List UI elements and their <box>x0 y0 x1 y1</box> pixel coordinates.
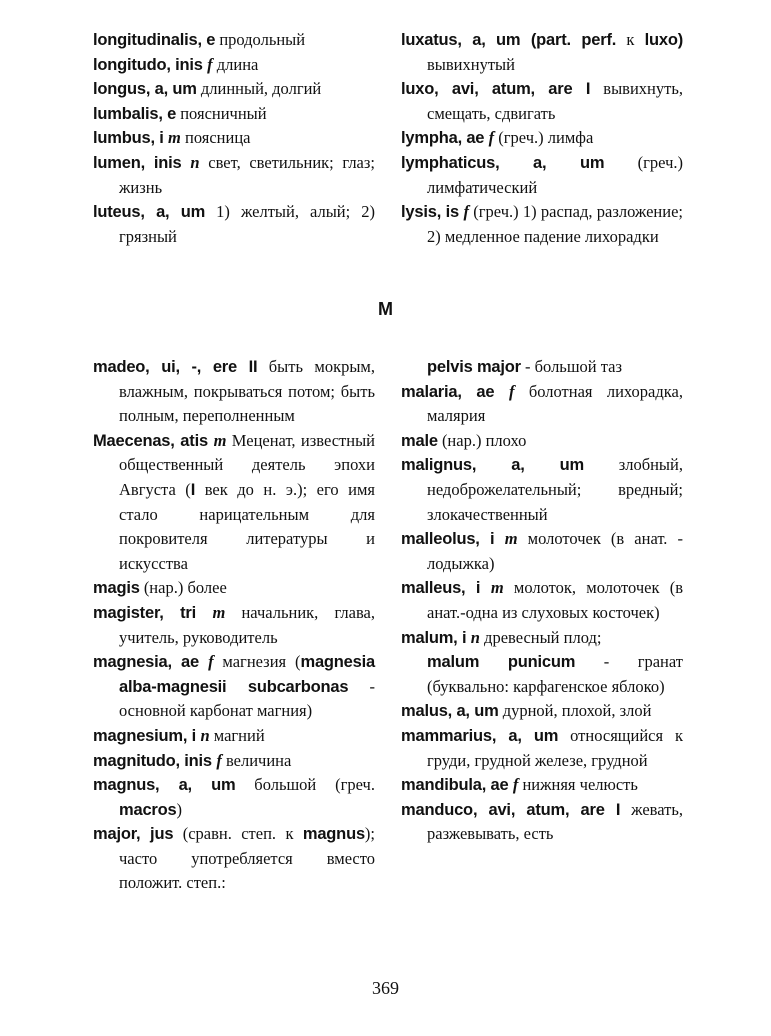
headword: magister, tri <box>93 603 213 622</box>
headword: longitudinalis, e <box>93 31 216 49</box>
dictionary-entry <box>93 102 375 127</box>
definition-text: (нар.) плохо <box>437 430 527 450</box>
definition-text: (греч.) лимфатический <box>427 152 683 197</box>
headword: longitudo, inis <box>93 55 208 74</box>
dictionary-entry <box>401 126 683 151</box>
headword: I <box>190 480 196 499</box>
dictionary-entry <box>401 200 683 249</box>
definition-text: болотная лихорадка, малярия <box>427 381 683 426</box>
gender-mark: n <box>190 152 200 172</box>
gender-mark: f <box>208 652 214 672</box>
dictionary-entry <box>401 28 683 77</box>
dictionary-entry <box>93 77 375 102</box>
headword: Maecenas, atis <box>93 431 214 450</box>
dictionary-entry <box>401 626 683 651</box>
headword: mandibula, ae <box>401 776 513 795</box>
dictionary-entry <box>401 380 683 429</box>
definition-text: (нар.) более <box>139 578 227 598</box>
headword: magis <box>93 579 140 598</box>
definition-text: быть мокрым, влажным, покрываться потом; быть полным, переполненным <box>119 357 375 426</box>
definition-text: величина <box>221 750 292 770</box>
definition-text: большой (греч. <box>235 775 375 795</box>
dictionary-entry <box>93 650 375 724</box>
headword: magnesia alba-magnesii subcarbonas <box>119 653 375 696</box>
column-bottom-right <box>401 355 683 847</box>
headword: madeo, ui, -, ere II <box>93 358 258 376</box>
dictionary-entry <box>401 699 683 724</box>
headword: luxatus, a, um (part. perf. <box>401 31 617 49</box>
headword: luxo) <box>644 31 683 49</box>
gender-mark: m <box>168 128 181 148</box>
dictionary-entry <box>93 200 375 249</box>
definition-text: (сравн. степ. к <box>173 824 303 844</box>
dictionary-entry <box>93 28 375 53</box>
gender-mark: m <box>504 529 518 549</box>
dictionary-entry <box>401 429 683 454</box>
gender-mark: f <box>512 775 519 795</box>
definition-text: к <box>616 30 645 49</box>
headword: magnesium, i <box>93 726 201 745</box>
dictionary-entry <box>93 53 375 78</box>
definition-text: (греч.) лимфа <box>494 128 594 148</box>
headword: pelvis major <box>427 358 521 376</box>
headword: luxo, avi, atum, are I <box>401 80 591 99</box>
headword: malleus, i <box>401 579 491 598</box>
gender-mark: f <box>488 128 495 148</box>
headword: lumen, inis <box>93 153 191 172</box>
definition-text: относящийся к груди, грудной железе, грудной <box>427 725 683 770</box>
dictionary-entry <box>93 724 375 749</box>
dictionary-entry <box>401 724 683 773</box>
column-top-right <box>401 28 683 249</box>
dictionary-entry <box>93 749 375 774</box>
definition-text: 1) желтый, алый; 2) грязный <box>119 202 375 246</box>
headword: magnesia, ae <box>93 653 209 672</box>
dictionary-entry <box>93 822 375 896</box>
gender-mark: n <box>200 725 210 745</box>
definition-text: вывихнутый <box>427 54 515 74</box>
definition-text: нижняя челюсть <box>518 775 638 795</box>
definition-text: начальник, глава, учитель, руководитель <box>119 602 375 647</box>
definition-text: дурной, плохой, злой <box>498 701 652 721</box>
headword: lysis, is <box>401 203 464 222</box>
definition-text: жевать, разжевывать, есть <box>427 799 683 844</box>
headword: magnus, a, um <box>93 776 236 795</box>
dictionary-entry <box>401 798 683 847</box>
dictionary-entry <box>401 527 683 576</box>
gender-mark: f <box>207 54 213 74</box>
definition-text: ); часто употребляется вместо положит. степ.: <box>119 824 376 893</box>
headword: malus, a, um <box>401 702 499 721</box>
definition-text: молоток, молоточек (в анат.-одна из слуховых косточек) <box>427 578 683 622</box>
dictionary-entry <box>401 453 683 527</box>
definition-text: - основной карбонат магния) <box>119 676 375 721</box>
definition-text: злобный, недоброжелательный; вредный; злокачественный <box>427 455 683 524</box>
headword: macros <box>119 800 177 819</box>
definition-text: продольный <box>215 30 306 49</box>
headword: luteus, a, um <box>93 203 206 222</box>
definition-text: длинный, долгий <box>196 79 322 99</box>
definition-text: свет, светильник; глаз; жизнь <box>119 152 375 197</box>
dictionary-entry <box>401 355 683 380</box>
headword: magnus <box>302 825 365 844</box>
definition-text: - гранат (буквально: карфагенское яблоко) <box>427 652 683 696</box>
headword: malaria, ae <box>401 382 509 401</box>
definition-text: древесный плод; <box>479 627 602 647</box>
dictionary-entry <box>401 77 683 126</box>
gender-mark: m <box>213 430 227 450</box>
definition-text: магнезия ( <box>213 652 301 672</box>
gender-mark: m <box>212 602 226 622</box>
dictionary-entry <box>93 355 375 429</box>
headword: magnitudo, inis <box>93 751 217 770</box>
dictionary-entry <box>93 601 375 650</box>
section-letter: M <box>378 299 393 319</box>
dictionary-entry <box>93 151 375 200</box>
gender-mark: f <box>463 202 470 222</box>
column-top-left <box>93 28 375 249</box>
dictionary-entry <box>401 151 683 200</box>
headword: malum punicum <box>427 653 576 672</box>
gender-mark: m <box>490 578 504 598</box>
dictionary-entry <box>93 773 375 822</box>
definition-text: Меценат, известный общественный деятель эпохи Августа ( <box>119 430 375 499</box>
gender-mark: f <box>508 381 515 401</box>
headword: longus, a, um <box>93 80 197 99</box>
headword: lympha, ae <box>401 129 489 148</box>
definition-text: поясничный <box>176 103 267 123</box>
headword: male <box>401 431 438 450</box>
definition-text: (греч.) 1) распад, разложение; 2) медленное падение лихорадки <box>427 202 683 246</box>
dictionary-entry <box>93 576 375 601</box>
definition-text: вывихнуть, смещать, сдвигать <box>427 79 683 123</box>
definition-text: магний <box>209 725 265 745</box>
headword: malignus, a, um <box>401 456 584 475</box>
headword: malleolus, i <box>401 530 505 549</box>
definition-text: поясница <box>180 128 251 148</box>
headword: lymphaticus, a, um <box>401 153 605 172</box>
page-number: 369 <box>372 978 399 998</box>
gender-mark: n <box>470 627 480 647</box>
definition-text: ) <box>176 799 183 819</box>
definition-text: молоточек (в анат. - лодыжка) <box>427 529 683 573</box>
headword: mammarius, a, um <box>401 726 559 745</box>
gender-mark: f <box>216 750 222 770</box>
dictionary-entry <box>401 576 683 625</box>
dictionary-entry <box>93 429 375 577</box>
definition-text: длина <box>212 54 259 74</box>
dictionary-entry <box>401 773 683 798</box>
dictionary-entry <box>93 126 375 151</box>
headword: lumbalis, e <box>93 104 177 123</box>
headword: lumbus, i <box>93 129 169 148</box>
column-bottom-left <box>93 355 375 896</box>
headword: malum, i <box>401 628 471 647</box>
headword: major, jus <box>93 825 174 844</box>
definition-text: - большой таз <box>520 357 623 376</box>
definition-text: век до н. э.); его имя стало нарицательным для покровителя литературы и искусства <box>119 479 375 573</box>
dictionary-entry <box>401 650 683 699</box>
headword: manduco, avi, atum, are I <box>401 800 621 819</box>
